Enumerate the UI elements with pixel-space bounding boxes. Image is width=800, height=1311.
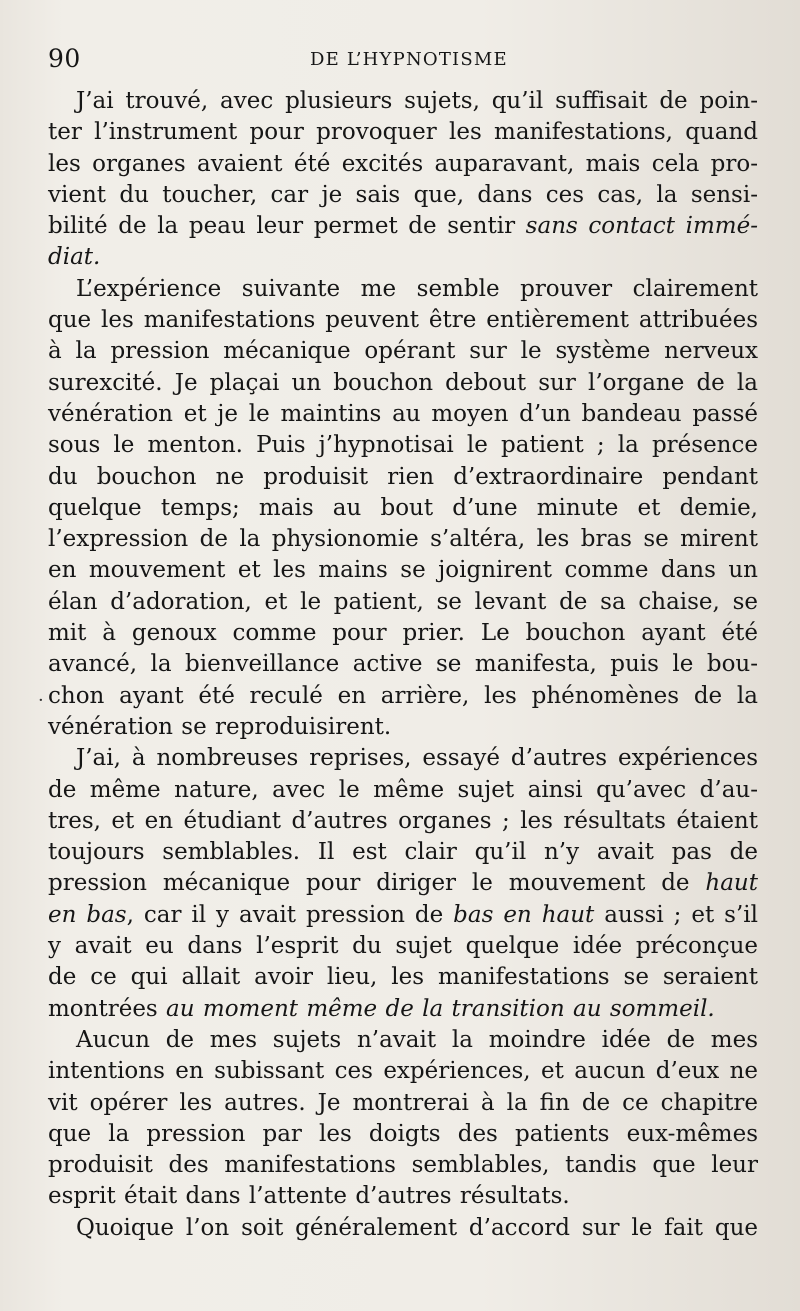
text-segment: aussi ; et s’il	[594, 901, 758, 928]
text-segment: produisit des manifestations semblables, tandis que leur	[48, 1152, 758, 1179]
text-segment: surexcité. Je plaçai un bouchon debout sur l’organe de la	[48, 369, 758, 396]
text-segment: esprit était dans l’attente d’autres résultats.	[48, 1183, 570, 1210]
text-line	[48, 681, 758, 712]
italic-segment: diat.	[48, 244, 101, 271]
text-line	[48, 399, 758, 430]
text-segment: , car il y avait pression de	[126, 901, 454, 928]
text-line	[48, 1056, 758, 1087]
text-segment: à la pression mécanique opérant sur le système nerveux	[48, 338, 758, 365]
text-line	[48, 86, 758, 117]
text-line	[48, 117, 758, 148]
text-line	[48, 493, 758, 524]
text-segment: pression mécanique pour diriger le mouvement de	[48, 870, 706, 897]
text-line	[48, 868, 758, 899]
italic-segment: haut	[705, 870, 758, 897]
text-segment: tres, et en étudiant d’autres organes ; les résultats étaient	[48, 807, 758, 834]
text-segment: que la pression par les doigts des patients eux-mêmes	[48, 1120, 758, 1147]
text-segment: J’ai trouvé, avec plusieurs sujets, qu’il suffisait de poin-	[76, 88, 758, 114]
text-line	[48, 775, 758, 806]
text-line	[48, 618, 758, 649]
italic-segment: bas en haut	[453, 901, 595, 928]
text-line	[48, 368, 758, 399]
text-line	[48, 430, 758, 461]
text-segment: du bouchon ne produisit rien d’extraordinaire pendant	[48, 463, 758, 490]
text-line	[48, 336, 758, 367]
text-line	[48, 1213, 758, 1244]
text-segment: vénération et je le maintins au moyen d’un bandeau passé	[48, 400, 758, 427]
text-line	[48, 1150, 758, 1181]
page-number: 90	[48, 44, 81, 73]
text-segment: élan d’adoration, et le patient, se levant de sa chaise, se	[48, 588, 758, 615]
text-segment: J’ai, à nombreuses reprises, essayé d’autres expériences	[76, 745, 758, 772]
text-segment: chon ayant été reculé en arrière, les phénomènes de la	[48, 682, 758, 709]
text-segment: en mouvement et les mains se joignirent comme dans un	[48, 557, 758, 584]
text-segment: de ce qui allait avoir lieu, les manifestations se seraient	[48, 964, 758, 991]
text-line	[48, 587, 758, 618]
text-segment: Quoique l’on soit généralement d’accord sur le fait que	[76, 1214, 758, 1241]
text-segment: intentions en subissant ces expériences, et aucun d’eux ne	[48, 1058, 758, 1085]
text-line	[48, 743, 758, 774]
text-segment: toujours semblables. Il est clair qu’il n’y avait pas de	[48, 839, 758, 866]
text-segment: les organes avaient été excités auparavant, mais cela pro-	[48, 150, 758, 177]
text-segment: l’expression de la physionomie s’altéra, les bras se mirent	[48, 526, 758, 553]
text-segment: mit à genoux comme pour prier. Le bouchon ayant été	[48, 620, 758, 647]
text-line	[48, 1181, 758, 1212]
italic-segment: au moment même de la transition au sommeil.	[166, 995, 715, 1022]
text-line	[48, 1088, 758, 1119]
text-segment: sous le menton. Puis j’hypnotisai le patient ; la présence	[48, 432, 758, 459]
text-segment: vient du toucher, car je sais que, dans ces cas, la sensi-	[48, 181, 758, 208]
text-line	[48, 900, 758, 931]
text-segment: montrées	[48, 995, 167, 1022]
text-line	[48, 462, 758, 493]
text-line	[48, 1025, 758, 1056]
text-line	[48, 149, 758, 180]
text-line	[48, 180, 758, 211]
text-segment: bilité de la peau leur permet de sentir	[48, 213, 526, 240]
text-line	[48, 242, 758, 273]
text-segment: Aucun de mes sujets n’avait la moindre idée de mes	[76, 1026, 758, 1053]
text-segment: que les manifestations peuvent être entièrement attribuées	[48, 307, 758, 334]
italic-segment: en bas	[48, 901, 127, 928]
text-segment: quelque temps; mais au bout d’une minute et demie,	[48, 494, 758, 521]
text-segment: L’expérience suivante me semble prouver clairement	[76, 275, 758, 302]
text-segment: avancé, la bienveillance active se manifesta, puis le bou-	[48, 651, 758, 678]
text-segment: ter l’instrument pour provoquer les manifestations, quand	[48, 119, 758, 146]
italic-segment: sans contact immé-	[525, 213, 758, 240]
text-line	[48, 524, 758, 555]
text-line	[48, 274, 758, 305]
text-segment: y avait eu dans l’esprit du sujet quelque idée préconçue	[48, 933, 758, 960]
text-segment: de même nature, avec le même sujet ainsi qu’avec d’au-	[48, 776, 758, 803]
text-line	[48, 649, 758, 680]
running-title: DE L’HYPNOTISME	[310, 49, 508, 70]
text-segment: vénération se reproduisirent.	[48, 713, 392, 740]
text-line	[48, 931, 758, 962]
text-line	[48, 211, 758, 242]
text-line	[48, 962, 758, 993]
text-line	[48, 712, 758, 743]
text-line	[48, 837, 758, 868]
text-line	[48, 1119, 758, 1150]
text-segment: vit opérer les autres. Je montrerai à la fin de ce chapitre	[48, 1089, 758, 1116]
body-text	[48, 86, 758, 1244]
page-header	[48, 44, 758, 78]
text-line	[48, 555, 758, 586]
text-line	[48, 994, 758, 1025]
text-line	[48, 806, 758, 837]
text-line	[48, 305, 758, 336]
stray-mark: ·	[38, 690, 44, 711]
